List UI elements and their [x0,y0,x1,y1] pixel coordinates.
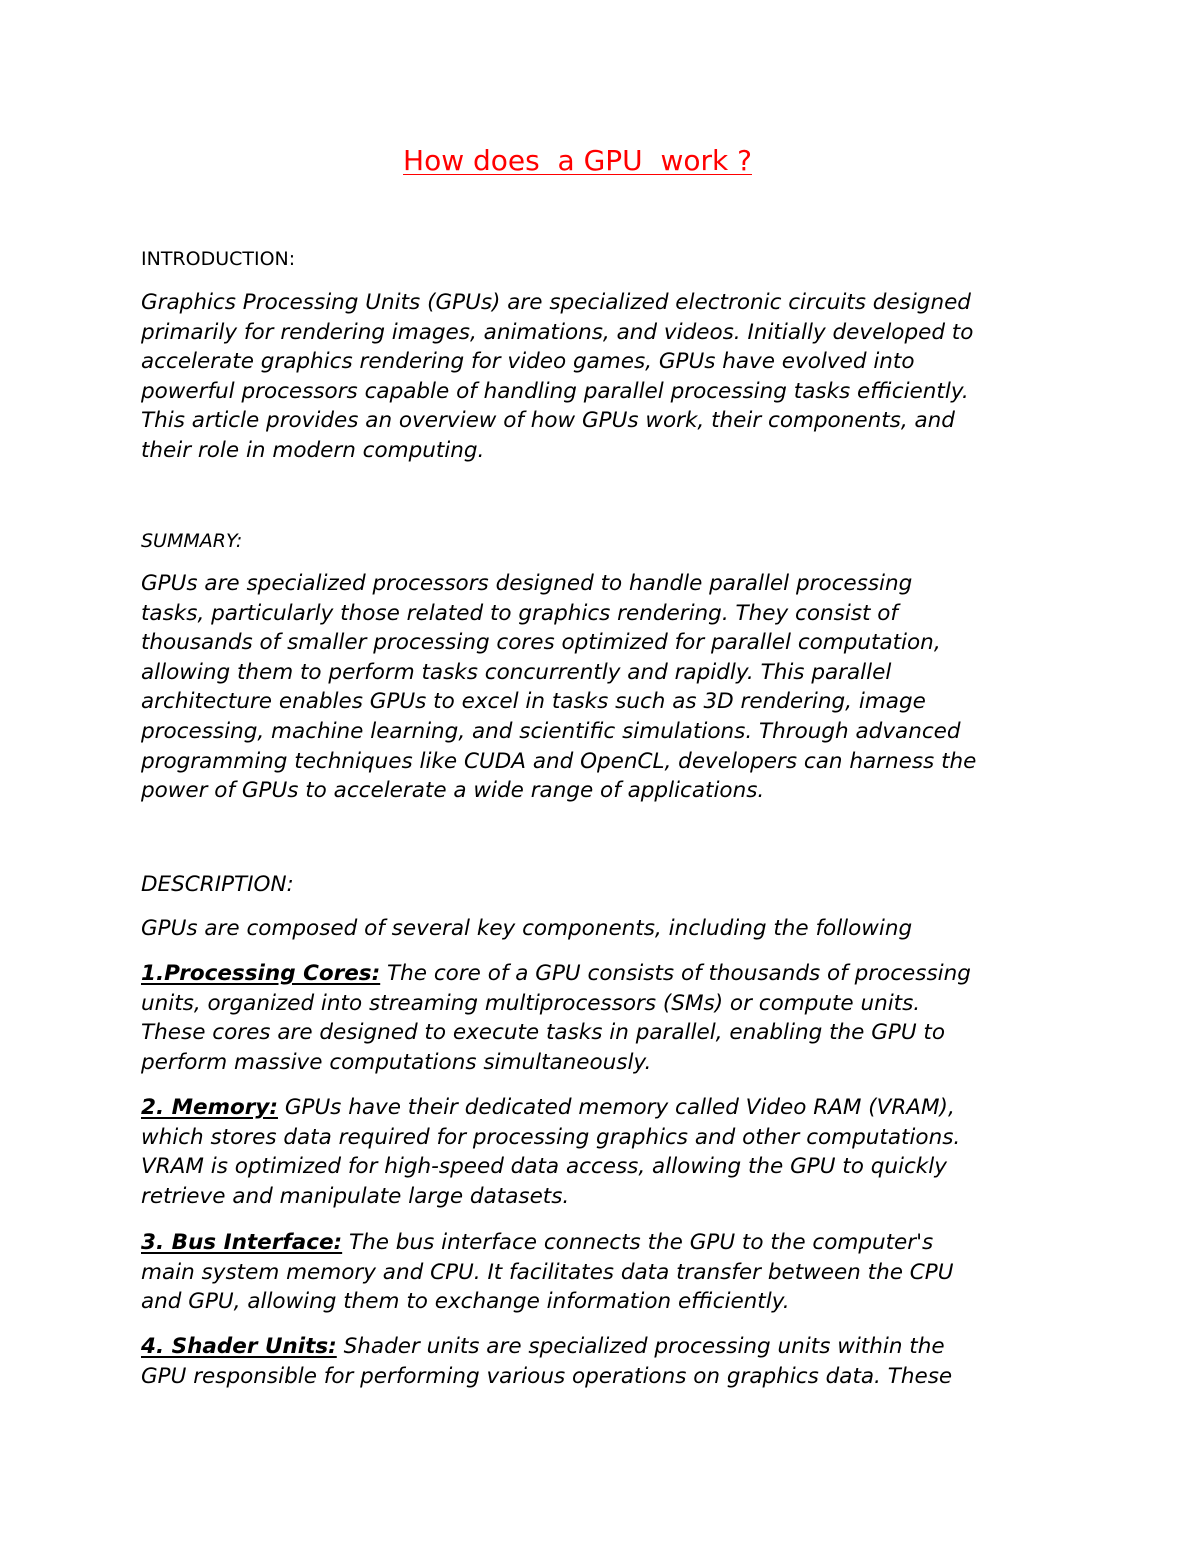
component-item-line: perform massive computations simultaneously. [141,1049,652,1075]
summary-line: GPUs are specialized processors designed to handle parallel processing [141,571,913,596]
summary-line: allowing them to perform tasks concurrently and rapidly. This parallel [141,659,892,685]
introduction-line: Graphics Processing Units (GPUs) are specialized electronic circuits designed [141,290,971,315]
component-item-memory [141,1093,1071,1211]
component-item-line [141,1093,1071,1123]
component-item-line: GPU responsible for performing various operations on graphics data. These [141,1363,953,1389]
summary-paragraph [141,569,1071,806]
summary-line: programming techniques like CUDA and OpenCL, developers can harness the [141,748,977,774]
component-item-line [141,1228,1071,1258]
component-item-line: and GPU, allowing them to exchange information efficiently. [141,1289,790,1315]
introduction-line: accelerate graphics rendering for video games, GPUs have evolved into [141,349,915,375]
description-heading-block [141,870,1071,900]
component-item-line: VRAM is optimized for high-speed data access, allowing the GPU to quickly [141,1154,947,1180]
component-item-label: 3. Bus Interface: [141,1230,343,1255]
summary-heading: SUMMARY: [141,530,243,552]
component-item-line [141,959,1071,989]
description-intro [141,914,1071,944]
component-item-text: The core of a GPU consists of thousands of processing [380,961,971,986]
introduction-line: primarily for rendering images, animations, and videos. Initially developed to [141,319,974,345]
introduction-paragraph [141,288,1071,466]
component-item-line [141,1332,1071,1362]
document-title: How does a GPU work ? [403,144,752,177]
description-intro-line: GPUs are composed of several key components, including the following [141,916,913,941]
component-item-text: GPUs have their dedicated memory called Video RAM (VRAM), [277,1095,955,1120]
component-item-line: units, organized into streaming multiprocessors (SMs) or compute units. [141,990,921,1016]
introduction-heading: INTRODUCTION: [141,248,296,270]
component-item-label: 1.Processing Cores: [141,961,381,986]
introduction-line: their role in modern computing. [141,437,485,463]
description-heading: DESCRIPTION: [141,872,294,897]
component-item-text: Shader units are specialized processing units within the [336,1334,945,1359]
component-item-text: The bus interface connects the GPU to the computer's [342,1230,934,1255]
summary-line: power of GPUs to accelerate a wide range of applications. [141,778,765,804]
component-item-processing-cores [141,959,1071,1077]
component-item-label: 4. Shader Units: [141,1334,337,1359]
summary-line: processing, machine learning, and scientific simulations. Through advanced [141,718,961,744]
introduction-line: This article provides an overview of how GPUs work, their components, and [141,408,955,434]
component-item-line: which stores data required for processing graphics and other computations. [141,1124,961,1150]
component-item-label: 2. Memory: [141,1095,278,1120]
component-item-line: retrieve and manipulate large datasets. [141,1183,570,1209]
summary-line: thousands of smaller processing cores optimized for parallel computation, [141,630,941,656]
summary-line: architecture enables GPUs to excel in tasks such as 3D rendering, image [141,689,926,715]
component-item-line: main system memory and CPU. It facilitates data transfer between the CPU [141,1259,954,1285]
introduction-line: powerful processors capable of handling parallel processing tasks efficiently. [141,378,969,404]
component-item-bus-interface [141,1228,1071,1317]
component-item-line: These cores are designed to execute tasks in parallel, enabling the GPU to [141,1020,945,1046]
summary-line: tasks, particularly those related to graphics rendering. They consist of [141,600,899,626]
component-item-shader-units [141,1332,1071,1391]
